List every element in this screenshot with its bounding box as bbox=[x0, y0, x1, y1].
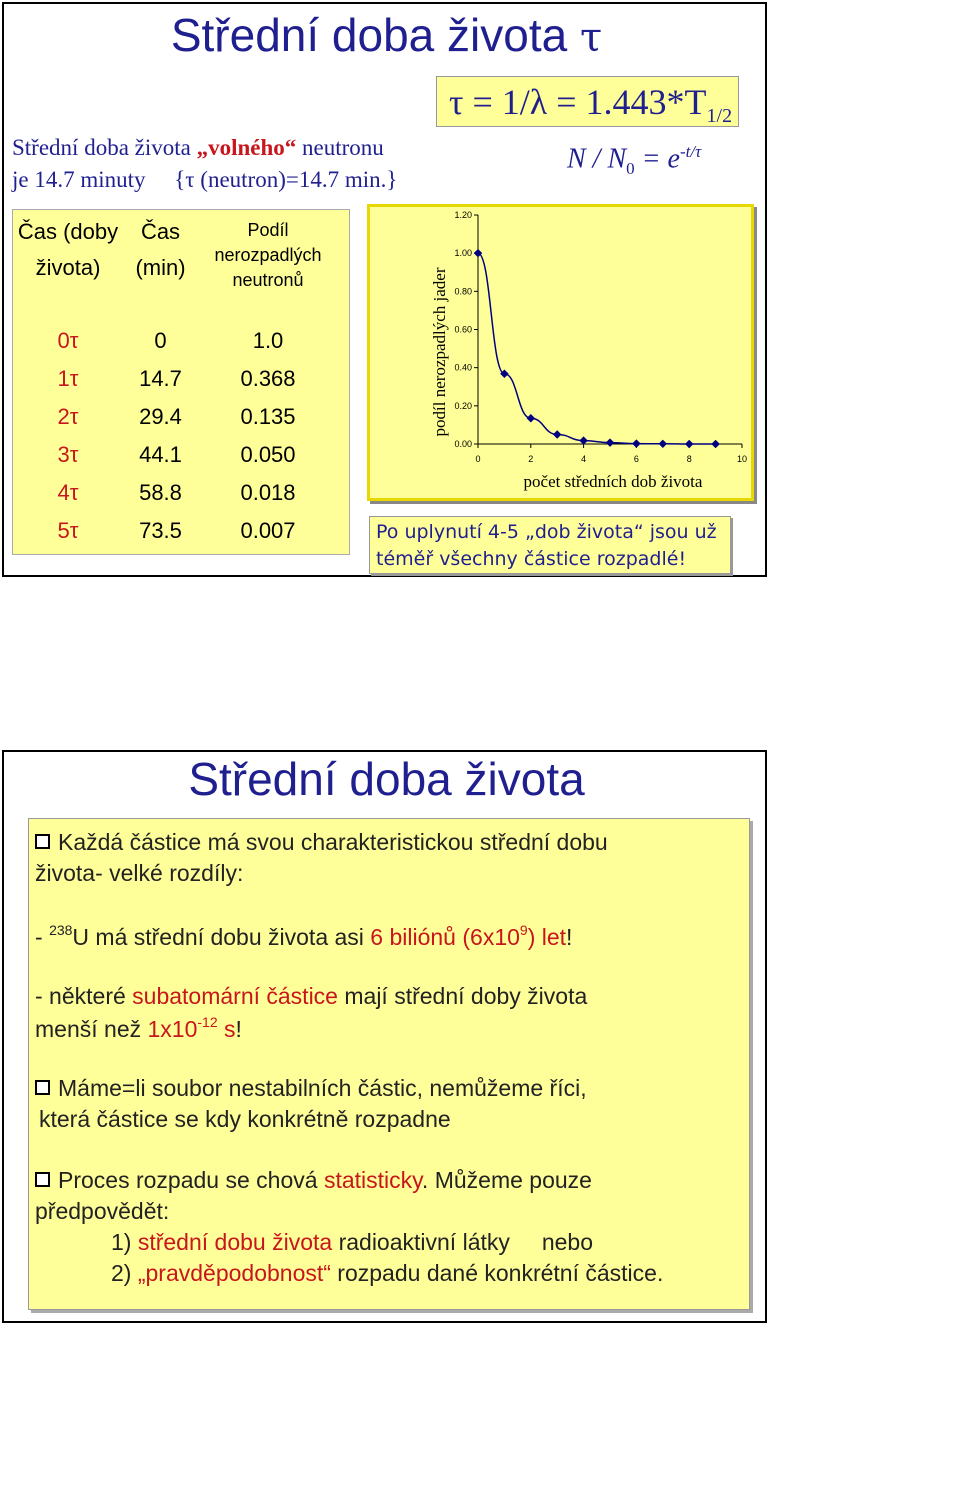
y-tick-label: 0.80 bbox=[454, 286, 472, 297]
data-point bbox=[606, 438, 614, 446]
table-row: 1τ 14.7 0.368 bbox=[57, 366, 296, 391]
bullet-characteristic-lifetime: Každá částice má svou charakteristickou střední dobu bbox=[35, 829, 608, 856]
slide2-title: Střední doba života bbox=[188, 753, 585, 805]
header-undecayed-fraction: Podíl nerozpadlých neutronů bbox=[214, 220, 322, 290]
table-row: 0τ 0 1.0 bbox=[57, 328, 284, 353]
bullet-statistical-process-cont: předpovědět: bbox=[35, 1198, 170, 1224]
data-point bbox=[685, 440, 693, 448]
y-tick-label: 1.00 bbox=[454, 248, 472, 259]
neutron-lifetime-text: Střední doba života „volného“ neutronu je 14.7 minuty {τ (neutron)=14.7 min.} bbox=[12, 135, 398, 192]
header-time-minutes: Čas (min) bbox=[135, 219, 186, 280]
table-row: 5τ 73.5 0.007 bbox=[57, 518, 296, 543]
slide1-title: Střední doba života τ bbox=[170, 9, 603, 61]
prediction-item-1: 1) střední dobu života radioaktivní látky nebo bbox=[111, 1229, 593, 1255]
data-point bbox=[711, 440, 719, 448]
slide-mean-lifetime-tau bbox=[2, 2, 767, 577]
x-tick-label: 8 bbox=[686, 454, 692, 464]
data-point bbox=[527, 414, 535, 422]
subatomic-lifetime-line: - některé subatomární částice mají střední doby života bbox=[35, 983, 588, 1009]
lifetime-content-box bbox=[28, 818, 750, 1310]
lifetime-formula: $\tau = 1/\lambda = 1.443*T_{1/2}$ bbox=[449, 82, 733, 128]
x-tick-label: 4 bbox=[581, 454, 587, 464]
decay-law-formula: $N / N_0 = e^{-t/\tau}$ bbox=[567, 142, 702, 178]
decay-chart bbox=[370, 207, 751, 498]
data-point bbox=[632, 439, 640, 447]
bullet-unstable-set-cont: která částice se kdy konkrétně rozpadne bbox=[39, 1106, 451, 1132]
x-tick-label: 10 bbox=[736, 454, 748, 464]
checkbox-bullet-icon bbox=[35, 834, 50, 849]
lifetime-formula-box bbox=[436, 76, 739, 127]
table-row: 2τ 29.4 0.135 bbox=[57, 404, 296, 429]
bullet-unstable-set: Máme=li soubor nestabilních částic, nemůžeme říci, bbox=[35, 1075, 587, 1102]
slide-mean-lifetime bbox=[2, 750, 767, 1323]
table-row: 3τ 44.1 0.050 bbox=[57, 442, 296, 467]
uranium-lifetime-line: - $^{238}$U má střední dobu života asi 6 biliónů $(6x10^9)$ let! bbox=[35, 922, 573, 950]
x-tick-label: 2 bbox=[528, 454, 534, 464]
data-point bbox=[659, 440, 667, 448]
checkbox-bullet-icon bbox=[35, 1080, 50, 1095]
y-tick-label: 1.20 bbox=[454, 210, 472, 220]
header-time-lifetimes: Čas (doby života) bbox=[17, 219, 119, 280]
x-tick-label: 6 bbox=[633, 454, 639, 464]
table-row: 4τ 58.8 0.018 bbox=[57, 480, 296, 505]
subatomic-lifetime-line-cont: menší než $1x10^{-12}$ s! bbox=[35, 1014, 242, 1042]
y-tick-label: 0.40 bbox=[454, 362, 472, 373]
prediction-item-2: 2) „pravděpodobnost“ rozpadu dané konkrétní částice. bbox=[111, 1260, 664, 1286]
data-point bbox=[553, 430, 561, 438]
decay-note: Po uplynutí 4-5 „dob života“ jsou už téměř všechny částice rozpadlé! bbox=[376, 521, 717, 570]
decay-table bbox=[13, 210, 338, 550]
decay-table-box bbox=[12, 209, 350, 555]
decay-chart-box bbox=[367, 204, 754, 501]
bullet-characteristic-lifetime-cont: života- velké rozdíly: bbox=[35, 860, 244, 886]
bullet-statistical-process: Proces rozpadu se chová statisticky. Můžeme pouze bbox=[35, 1167, 592, 1194]
x-tick-label: 0 bbox=[475, 454, 481, 464]
decay-curve-line bbox=[478, 253, 716, 444]
decay-note-box bbox=[369, 516, 731, 574]
chart-xlabel: počet středních dob života bbox=[523, 472, 703, 491]
y-tick-label: 0.00 bbox=[454, 439, 472, 449]
checkbox-bullet-icon bbox=[35, 1172, 50, 1187]
y-tick-label: 0.20 bbox=[454, 400, 472, 411]
y-tick-label: 0.60 bbox=[454, 324, 472, 335]
chart-ylabel: podíl nerozpadlých jader bbox=[430, 267, 449, 437]
